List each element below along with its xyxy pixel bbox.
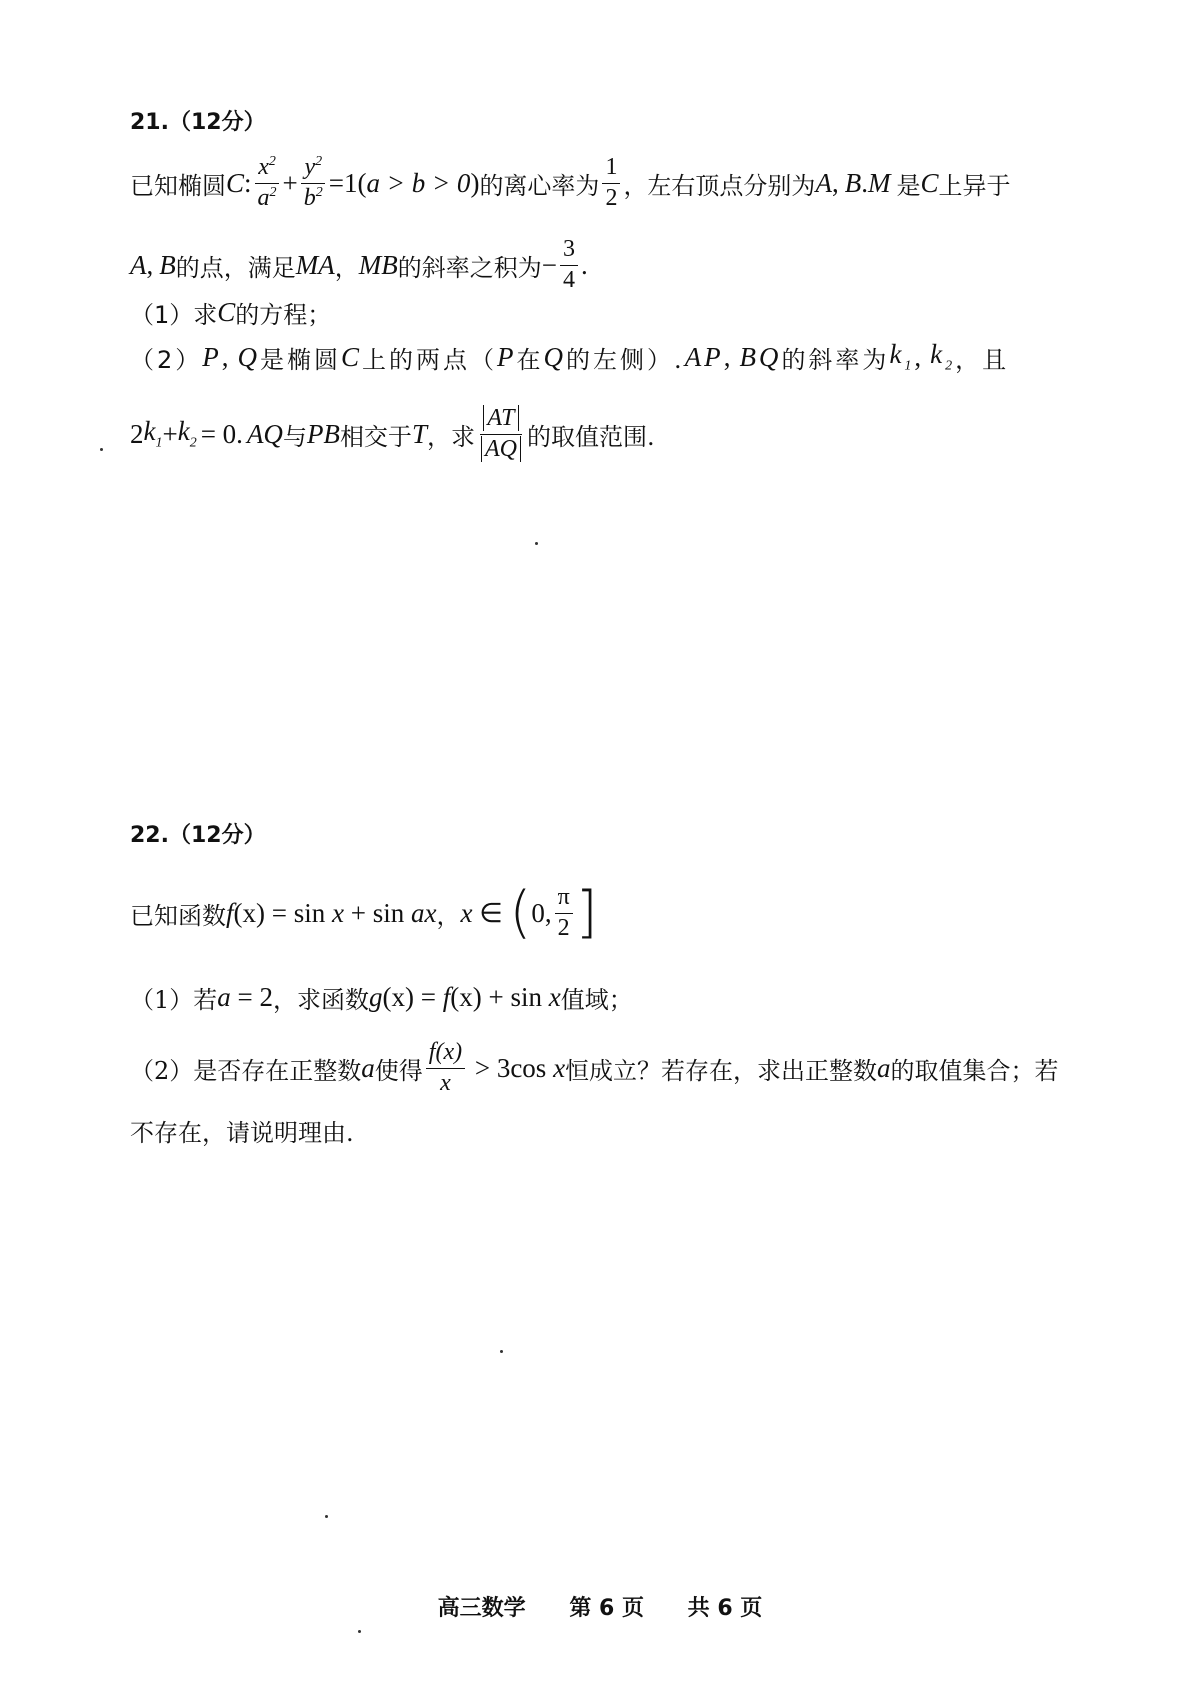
footer-page: 第 6 页: [569, 1596, 644, 1621]
text: 值域；: [560, 985, 633, 1014]
segment-MB: MB: [358, 249, 398, 280]
colon: :: [244, 167, 252, 198]
q21-part2-line2: [130, 398, 1100, 470]
sin: sin: [510, 981, 549, 1012]
sin: sin: [372, 897, 411, 928]
text: 的斜率之积为: [397, 253, 542, 282]
text: 的左侧）.: [566, 345, 685, 374]
text: 上的两点（: [362, 345, 498, 374]
point-B: B: [159, 249, 176, 280]
text: ，且: [955, 345, 1010, 374]
ellipse-name: C: [341, 341, 363, 372]
sin: sin: [293, 897, 332, 928]
minus: −: [541, 249, 557, 280]
q22-heading: 22.（12分）: [130, 823, 266, 848]
period: .: [580, 249, 588, 280]
text: 的离心率为: [479, 171, 600, 200]
segment-AP: AP: [684, 341, 724, 372]
comma: ,: [914, 341, 925, 372]
point-P: P: [497, 341, 517, 372]
plus: +: [162, 418, 178, 449]
fraction-three-quarters: $\frac{3}{4}$: [560, 237, 578, 292]
q22-line1: [130, 880, 1100, 946]
greater-than-3cos: > 3cos: [468, 1052, 554, 1083]
open-paren-bracket: (: [509, 880, 532, 945]
element-of: ∈: [472, 897, 510, 928]
q21-line2: [130, 232, 1100, 298]
fraction-AT-AQ: $\frac{AT}{AQ}$: [478, 406, 524, 461]
equals-zero: = 0.: [200, 418, 243, 449]
text: 的取值范围.: [526, 422, 655, 451]
segment-PB: PB: [306, 418, 340, 449]
q21-line1: [130, 150, 1100, 216]
equals-two: = 2: [230, 981, 274, 1012]
part-label: （2）是否存在正整数: [130, 1056, 362, 1085]
text: 恒成立？若存在，求出正整数: [565, 1056, 878, 1085]
text: 上异于: [938, 171, 1011, 200]
text: 使得: [374, 1056, 423, 1085]
var-a: a: [877, 1052, 891, 1083]
var-ax: ax: [410, 897, 437, 928]
comma: ,: [723, 341, 734, 372]
q22-part1: [130, 980, 1100, 1014]
text: ，左右顶点分别为: [623, 171, 816, 200]
k2: $k_2$: [930, 339, 956, 374]
func-arg: (x) =: [233, 897, 294, 928]
q21-part1: [130, 295, 1100, 329]
paren: ): [470, 167, 480, 198]
text: 相交于: [339, 422, 412, 451]
close-square-bracket: ]: [575, 880, 598, 945]
text: 已知函数: [130, 901, 226, 930]
coef-two: 2: [130, 418, 144, 449]
func-f: f: [442, 981, 451, 1012]
text: 的点，满足: [175, 253, 296, 282]
scan-speck: [500, 1350, 503, 1353]
q21-heading: 21.（12分）: [130, 110, 266, 135]
segment-BQ: BQ: [739, 341, 782, 372]
text: 与: [282, 422, 307, 451]
part-label: （2）: [130, 345, 203, 374]
text: 已知椭圆: [130, 171, 226, 200]
point-Q: Q: [543, 341, 567, 372]
func-arg: (x) +: [450, 981, 511, 1012]
dot: .: [861, 167, 868, 198]
equals-one: =1(: [328, 167, 367, 198]
var-x: x: [548, 981, 561, 1012]
plus: +: [282, 167, 298, 198]
text: 的方程；: [235, 300, 332, 329]
ellipse-name: C: [226, 167, 245, 198]
part-label: （1）若: [130, 985, 218, 1014]
q22-part2-line1: [130, 1035, 1100, 1101]
var-x: x: [553, 1052, 566, 1083]
func-g: g: [369, 981, 383, 1012]
text: 是: [896, 171, 921, 200]
text: 的取值集合；若: [890, 1056, 1059, 1085]
condition: a > b > 0: [366, 167, 471, 198]
text: ，求函数: [273, 985, 370, 1014]
comma: ,: [221, 341, 232, 372]
point-Q: Q: [237, 341, 261, 372]
text: 是椭圆: [260, 345, 342, 374]
func-f: f: [226, 897, 234, 928]
fraction-pi-2: $\frac{\pi}{2}$: [555, 885, 573, 940]
comma: ,: [831, 167, 839, 198]
point-T: T: [411, 418, 427, 449]
scan-speck: [535, 542, 538, 545]
segment-MA: MA: [295, 249, 335, 280]
var-a: a: [361, 1052, 375, 1083]
ellipse-name: C: [920, 167, 939, 198]
point-P: P: [202, 341, 222, 372]
var-x: x: [332, 897, 344, 928]
comma: ，: [334, 253, 359, 282]
comma: ,: [146, 249, 154, 280]
var-x: x: [460, 897, 473, 928]
scan-speck: [325, 1515, 328, 1518]
scan-speck: [100, 448, 103, 451]
point-M: M: [867, 167, 891, 198]
fraction-half: $\frac{1}{2}$: [602, 155, 620, 210]
text: 在: [516, 345, 544, 374]
interval-start: 0,: [531, 897, 552, 928]
k1: $k_1$: [143, 416, 163, 451]
comma: ，: [436, 901, 461, 930]
k2: $k_2$: [177, 416, 197, 451]
k1: $k_1$: [889, 339, 915, 374]
point-B: B: [844, 167, 862, 198]
text: 不存在，请说明理由.: [130, 1118, 354, 1147]
plus: +: [343, 897, 373, 928]
point-A: A: [815, 167, 832, 198]
ellipse-name: C: [217, 296, 236, 327]
part-label: （1）求: [130, 300, 218, 329]
segment-AQ: AQ: [246, 418, 283, 449]
footer-subject: 高三数学: [437, 1596, 526, 1621]
q22-part2-line2: [130, 1113, 1100, 1147]
text: 的斜率为: [781, 345, 890, 374]
page-footer: [0, 1591, 1200, 1622]
point-A: A: [130, 249, 147, 280]
fraction-x2-a2: $\frac{x^2}{a^2}$: [255, 155, 280, 210]
var-a: a: [217, 981, 231, 1012]
q21-part2-line1: [130, 340, 1100, 374]
scan-speck: [358, 1630, 361, 1633]
fraction-y2-b2: $\frac{y^2}{b^2}$: [301, 155, 326, 210]
fraction-fx-over-x: $\frac{f(x)}{x}$: [426, 1040, 465, 1095]
footer-total: 共 6 页: [687, 1596, 763, 1621]
func-arg: (x) =: [382, 981, 443, 1012]
text: ，求: [426, 422, 475, 451]
